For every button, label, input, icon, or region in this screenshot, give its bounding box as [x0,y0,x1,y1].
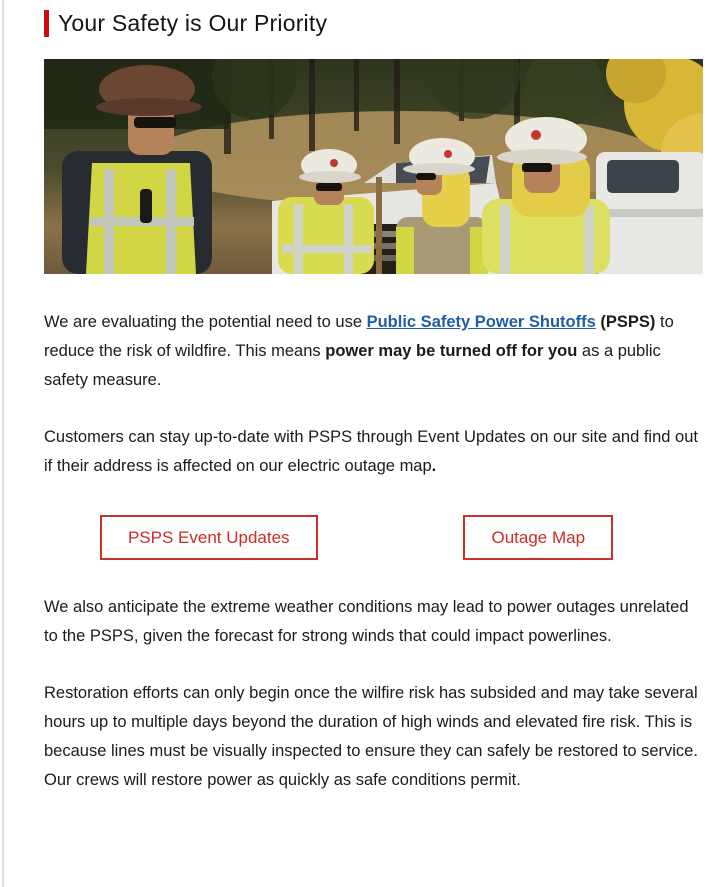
cta-button-row [44,515,703,560]
crew-photo-illustration [44,59,703,274]
updates-paragraph [44,423,703,481]
restoration-paragraph: Restoration efforts can only begin once the wilfire risk has subsided and may take several hours up to multiple days beyond the duration of high winds and elevated fire risk. This is because lines must be visually inspected to ensure they can safely be restored to service. Our crews will restore power as quickly as safe conditions permit. [44,684,698,789]
section-header [44,8,703,38]
cta-column-right [374,515,704,560]
crew-photo [44,59,703,274]
outage-map-button[interactable]: Outage Map [463,515,613,560]
psps-abbreviation: (PSPS) [600,313,656,331]
psps-info-link[interactable]: Public Safety Power Shutoffs [366,313,596,331]
intro-text-4: as a public safety measure. [44,342,661,389]
power-off-emphasis: power may be turned off for you [325,342,578,360]
updates-period: . [431,457,437,475]
title-accent-bar [44,10,49,37]
outages-paragraph: We also anticipate the extreme weather conditions may lead to power outages unrelated to the PSPS, given the forecast for strong winds that could impact powerlines. [44,598,689,645]
intro-text-1: We are evaluating the potential need to use [44,313,367,331]
intro-text-3: to reduce the risk of wildfire. This means [44,313,674,360]
page-title: Your Safety is Our Priority [58,9,328,36]
updates-text: Customers can stay up-to-date with PSPS through Event Updates on our site and find out if their address is affected on our electric outage map [44,428,698,475]
page-left-border [2,0,4,887]
intro-paragraph [44,308,703,395]
truck-right [596,152,703,274]
email-body [44,8,703,795]
psps-event-updates-button[interactable]: PSPS Event Updates [100,515,318,560]
cta-column-left [44,515,374,560]
